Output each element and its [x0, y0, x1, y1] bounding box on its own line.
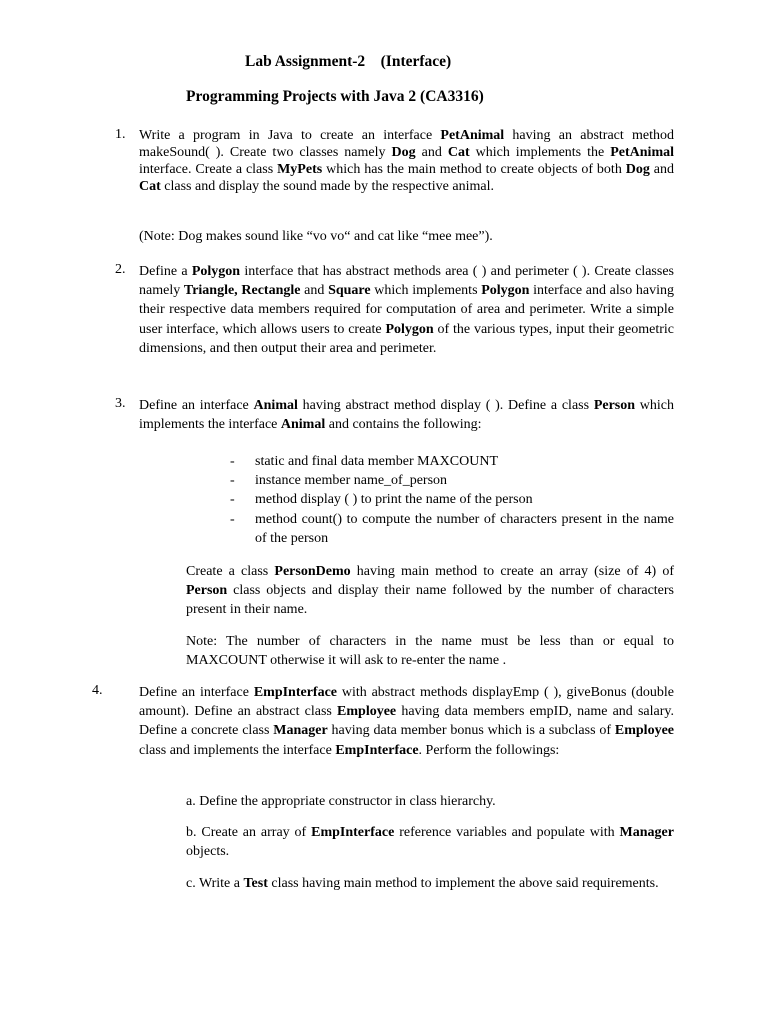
page-title: Lab Assignment-2 (Interface): [245, 53, 452, 70]
question-2-number: 2.: [115, 262, 126, 277]
question-4-text: Define an interface EmpInterface with abstract methods displayEmp ( ), giveBonus (double amount). Define an abstract class Employee having data members empID, name and salary. Define a concrete class Manager having data member bonus which is a subclass of Employee class and implements the interface EmpInterface. Perform the followings:: [139, 685, 675, 758]
question-3-bullet-list: [230, 452, 674, 548]
question-4-item-b: b. Create an array of EmpInterface reference variables and populate with Manager objects.: [186, 825, 674, 860]
question-3-persondemo-text: Create a class PersonDemo having main method to create an array (size of 4) of Person class objects and display their name followed by the number of characters present in their name.: [186, 564, 674, 618]
list-item: - method display ( ) to print the name of the person: [230, 492, 533, 508]
question-4-item-c: c. Write a Test class having main method to implement the above said requirements.: [186, 876, 659, 891]
question-3-note: Note: The number of characters in the name must be less than or equal to MAXCOUNT otherwise it will ask to re-enter the name .: [186, 634, 674, 669]
list-item: - instance member name_of_person: [230, 473, 448, 489]
question-3-text: Define an interface Animal having abstract method display ( ). Define a class Person which implements the interface Animal and contains the following:: [139, 398, 674, 433]
question-2-text: Define a Polygon interface that has abstract methods area ( ) and perimeter ( ). Create classes namely Triangle, Rectangle and Square which implements Polygon interface and also having their respective data members required for computation of area and perimeter. Write a simple user interface, which allows users to create Polygon of the various types, input their geometric dimensions, and then output their area and perimeter.: [139, 264, 674, 356]
question-4-item-a: a. Define the appropriate constructor in class hierarchy.: [186, 794, 496, 809]
question-1-number: 1.: [115, 127, 126, 142]
question-1-text: Write a program in Java to create an interface PetAnimal having an abstract method makeSound( ). Create two classes namely Dog and Cat which implements the PetAnimal interface. Create a class MyPets which has the main method to create objects of both Dog and Cat class and display the sound made by the respective animal.: [139, 128, 674, 194]
question-3-number: 3.: [115, 396, 126, 411]
list-item: - static and final data member MAXCOUNT: [230, 454, 498, 469]
page-subtitle: Programming Projects with Java 2 (CA3316): [186, 88, 484, 105]
question-1-note: (Note: Dog makes sound like “vo vo“ and cat like “mee mee”).: [139, 229, 493, 244]
question-4-number: 4.: [92, 683, 103, 698]
list-item: - method count() to compute the number of characters present in the name of the person: [230, 511, 674, 546]
